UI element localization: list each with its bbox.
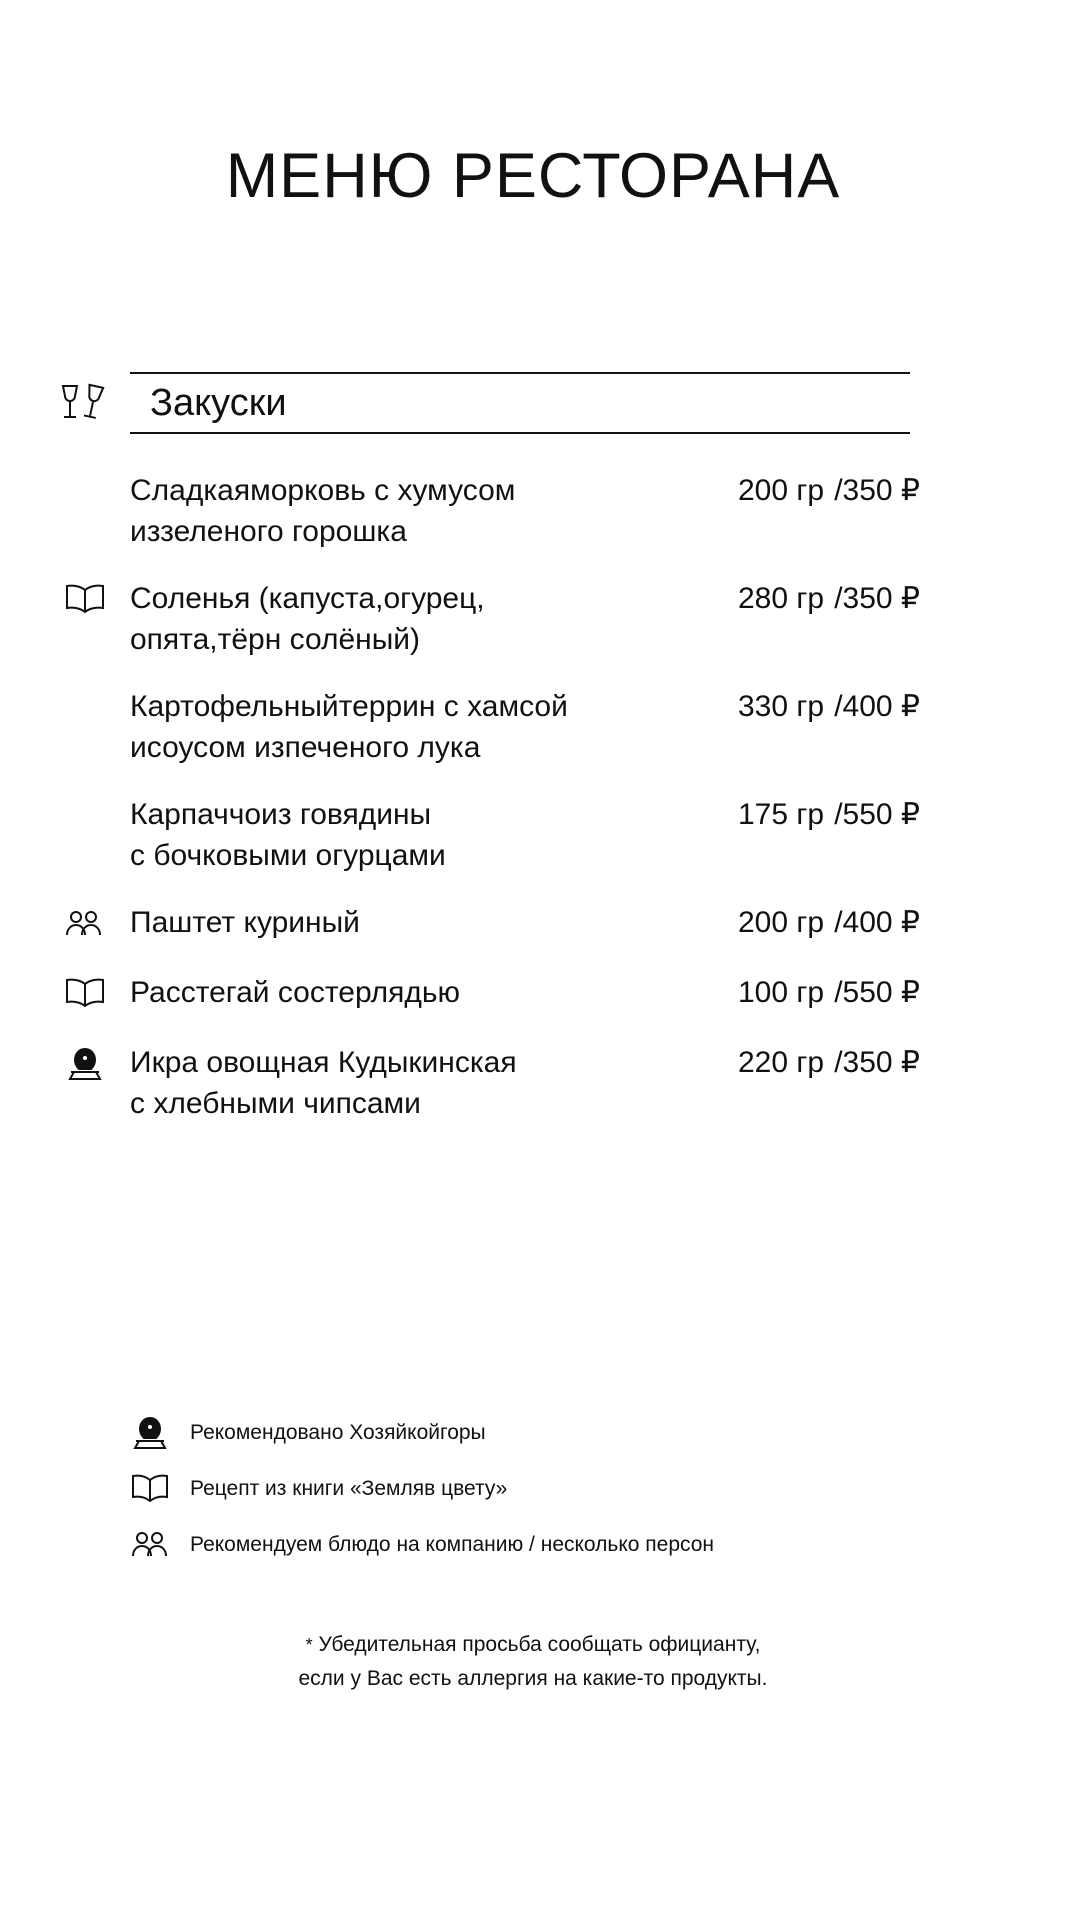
menu-items-list [130,470,920,1150]
section-rule-bottom [130,432,910,434]
item-name-line1: Расстегай состерлядью [130,976,460,1009]
menu-item [130,902,920,946]
legend-text: Рецепт из книги «Земляв цвету» [190,1477,508,1500]
people-icon [62,904,108,944]
item-name [130,972,698,1013]
item-name-line2: с бочковыми огурцами [130,839,446,872]
item-price: /550 ₽ [834,798,920,831]
legend-item [128,1461,928,1517]
item-name-line1: Соленья (капуста,огурец, [130,582,485,615]
item-weight: 200 гр [737,906,824,939]
item-name-line1: Карпаччоиз говядины [130,798,432,831]
item-price: /350 ₽ [834,474,920,507]
legend-item [128,1517,928,1573]
item-price: /350 ₽ [834,1046,920,1079]
item-name-line2: с хлебными чипсами [130,1087,421,1120]
menu-item [130,972,920,1016]
item-weight: 175 гр [737,798,824,831]
book-icon [62,974,108,1014]
menu-item [130,794,920,876]
book-icon [128,1469,172,1509]
mountain-lady-icon [62,1044,108,1084]
item-weight: 200 гр [737,474,824,507]
legend-text: Рекомендовано Хозяйкойгоры [190,1421,486,1444]
item-name-line1: Сладкаяморковь с хумусом [130,474,516,507]
item-name-line1: Картофельныйтеррин с хамсой [130,690,568,723]
legend-item [128,1405,928,1461]
item-name [130,470,698,552]
item-weight: 330 гр [737,690,824,723]
allergy-footnote [0,1628,1066,1695]
menu-item [130,686,920,768]
item-name-line2: опята,тёрн солёный) [130,623,421,656]
menu-item [130,470,920,552]
item-name [130,902,698,943]
item-name-line1: Паштет куриный [130,906,360,939]
item-price: /350 ₽ [834,582,920,615]
item-name [130,1042,698,1124]
item-name-line1: Икра овощная Кудыкинская [130,1046,517,1079]
item-price: /550 ₽ [834,976,920,1009]
section-header [130,374,910,432]
menu-item [130,1042,920,1124]
legend-text: Рекомендуем блюдо на компанию / несколько персон [190,1533,715,1556]
footnote-star: * [305,1635,313,1655]
footnote-line1: Убедительная просьба сообщать официанту, [318,1633,761,1656]
legend [128,1405,928,1573]
book-icon [62,580,108,620]
item-weight: 220 гр [737,1046,824,1079]
item-name-line2: иззеленого горошка [130,515,407,548]
wine-glasses-icon [58,382,110,424]
item-price: /400 ₽ [834,906,920,939]
item-price: /400 ₽ [834,690,920,723]
menu-item [130,578,920,660]
item-name-line2: исоусом изпеченого лука [130,731,481,764]
item-weight: 280 гр [737,582,824,615]
item-name [130,578,698,660]
mountain-lady-icon [128,1413,172,1453]
item-name [130,686,698,768]
item-weight: 100 гр [737,976,824,1009]
wine-glasses-icon [62,472,108,512]
section-zakuski [130,372,910,434]
section-title: Закуски [150,382,287,424]
item-name [130,794,698,876]
people-icon [128,1525,172,1565]
footnote-line2: если у Вас есть аллергия на какие-то продукты. [298,1667,768,1690]
page-title: МЕНЮ РЕСТОРАНА [225,141,841,211]
